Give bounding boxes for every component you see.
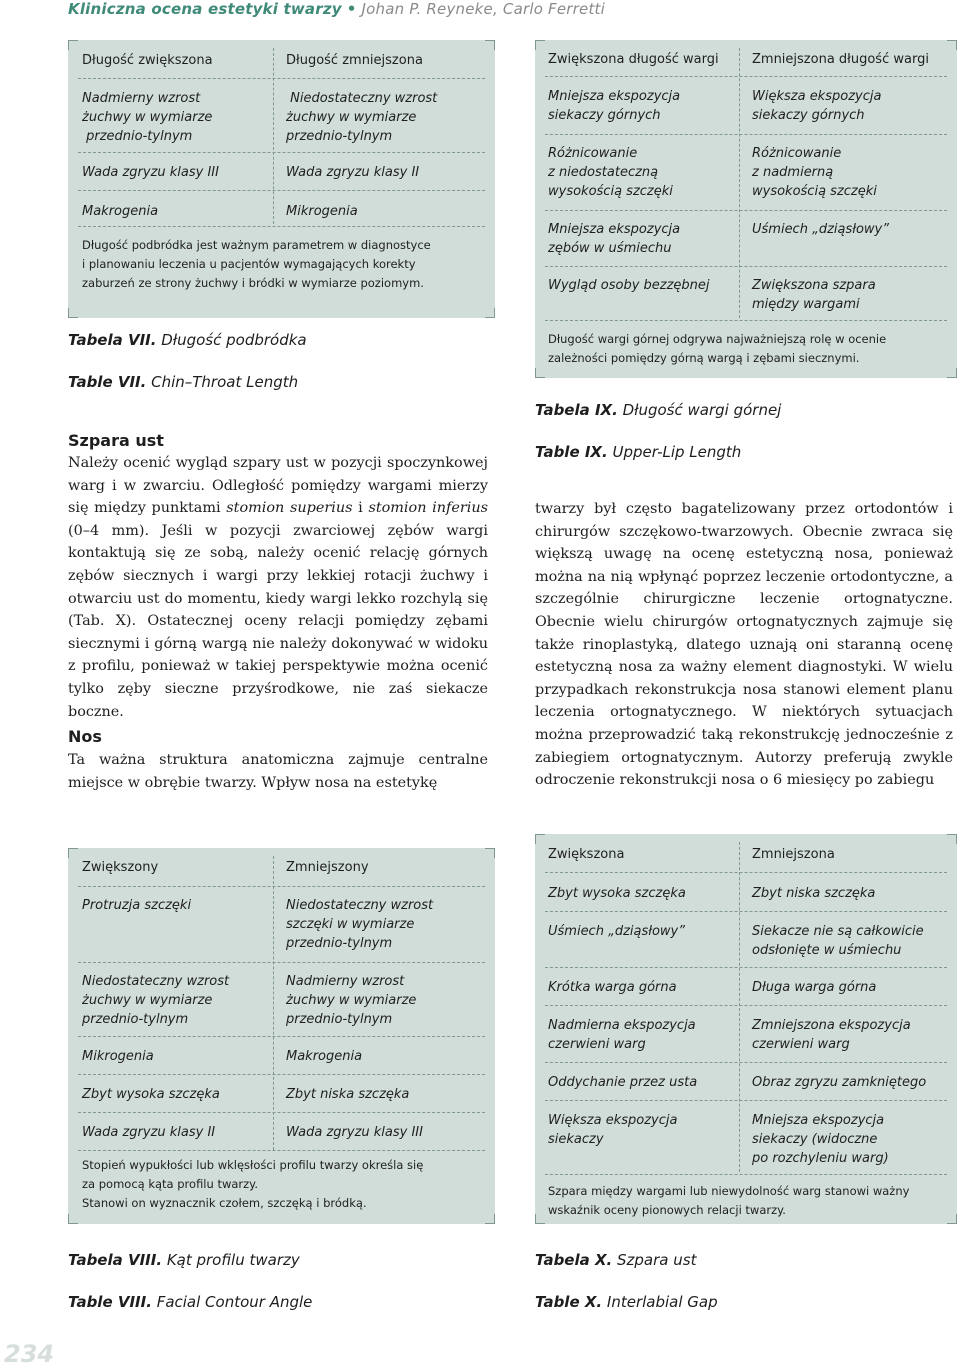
- table-cell: Zmniejszona ekspozycja czerwieni warg: [752, 1018, 911, 1052]
- table-cell: Różnicowanie z nadmierną wysokością szczęki: [752, 146, 877, 199]
- page-number: 234: [4, 1340, 55, 1368]
- table-cell: Niedostateczny wzrost szczęki w wymiarze przednio-tylnym: [286, 898, 434, 951]
- lips-paragraph: Należy ocenić wygląd szpary ust w pozycji spoczynkowej warg i w zwarciu. Odległość pomiędzy wargami mierzy się między punktami stomion superius i stomion inferius (0–4 mm). Jeśli w pozycji zwarciowej zębów wargi kontaktują się ze sobą, należy ocenić relację górnych zębów siecznych i wargi przy lekkiej rotacji żuchwy i otwarciu ust do momentu, kiedy wargi lekko rozchylą się (Tab. X). Ostatecznej oceny relacji pomiędzy zębami siecznymi i górną wargą nie należy dokonywać w widoku z profilu, ponieważ w takiej perspektywie można ocenić tylko zęby sieczne przyśrodkowe, nie zaś siekacze boczne.: [68, 455, 488, 720]
- table-cell: Mikrogenia: [82, 1049, 154, 1064]
- table-cell: Różnicowanie z niedostateczną wysokością szczęki: [548, 146, 673, 199]
- section-heading-lips: Szpara ust: [68, 431, 164, 450]
- table-cell: Uśmiech „dziąsłowy”: [548, 924, 685, 939]
- table-cell: Wada zgryzu klasy II: [286, 165, 420, 180]
- table-header: Zwiększony: [82, 860, 159, 875]
- section-heading-nose: Nos: [68, 727, 102, 746]
- table-cell: Mikrogenia: [286, 204, 358, 219]
- table-cell: Krótka warga górna: [548, 980, 677, 995]
- running-head-title: Kliniczna ocena estetyki twarzy: [68, 0, 342, 18]
- table-cell: Większa ekspozycja siekaczy górnych: [752, 89, 882, 123]
- table-note: Długość podbródka jest ważnym parametrem w diagnostyce i planowaniu leczenia u pacjentów wymagających korekty zaburzeń ze strony żuchwy i bródki w wymiarze poziomym.: [82, 238, 431, 290]
- table-cell: Wada zgryzu klasy II: [82, 1125, 216, 1140]
- running-head-authors: Johan P. Reyneke, Carlo Ferretti: [361, 0, 605, 18]
- nose-paragraph: Ta ważna struktura anatomiczna zajmuje centralne miejsce w obrębie twarzy. Wpływ nosa na estetykę: [68, 752, 488, 791]
- table-header: Zmniejszona długość wargi: [752, 52, 929, 67]
- table-vii: [68, 40, 495, 318]
- table-cell: Długa warga górna: [752, 980, 877, 995]
- table-cell: Makrogenia: [286, 1049, 363, 1064]
- table-cell: Niedostateczny wzrost żuchwy w wymiarze przednio-tylnym: [82, 974, 230, 1027]
- table-ix: [535, 40, 957, 378]
- table-cell: Protruzja szczęki: [82, 898, 192, 913]
- table-header: Długość zwiększona: [82, 53, 213, 68]
- table-viii: [68, 848, 495, 1224]
- table-header: Zwiększona: [548, 847, 625, 862]
- table-cell: Siekacze nie są całkowicie odsłonięte w uśmiechu: [752, 924, 924, 958]
- table-x-caption-pl: Tabela X. Szpara ust: [535, 1251, 697, 1269]
- table-note: Szpara między wargami lub niewydolność warg stanowi ważny wskaźnik oceny pionowych relacji twarzy.: [548, 1184, 910, 1217]
- table-header: Zwiększona długość wargi: [548, 52, 719, 67]
- running-head: [68, 0, 605, 22]
- running-head-separator: •: [346, 0, 357, 18]
- table-cell: Zwiększona szpara między wargami: [752, 278, 876, 312]
- table-cell: Wygląd osoby bezzębnej: [548, 278, 710, 293]
- table-cell: Obraz zgryzu zamkniętego: [752, 1075, 927, 1090]
- table-viii-caption-pl: Tabela VIII. Kąt profilu twarzy: [68, 1251, 300, 1269]
- table-header: Zmniejszony: [286, 860, 369, 875]
- table-x: [535, 834, 957, 1224]
- table-ix-caption-pl: Tabela IX. Długość wargi górnej: [535, 401, 782, 419]
- table-cell: Uśmiech „dziąsłowy”: [752, 222, 889, 237]
- table-cell: Nadmierna ekspozycja czerwieni warg: [548, 1018, 696, 1052]
- right-column-paragraph: twarzy był często bagatelizowany przez ortodontów i chirurgów szczękowo-twarzowych. Obecnie zwraca się większą uwagę na ocenę estetyczną nosa, ponieważ można na nią wpłynąć poprzez leczenie ortodontyczne, a szczególnie chirurgiczne leczenie ortognatyczne. Obecnie wielu chirurgów ortognatycznych zajmuje się także rinoplastyką, dlatego uznają oni staranną ocenę estetyczną nosa za ważny element diagnostyki. W wielu przypadkach rekonstrukcja nosa stanowi element planu leczenia ortognatycznego. W niektórych sytuacjach można przeprowadzić taką rekonstrukcję jednocześnie z zabiegiem ortognatycznym. Autorzy preferują zwykle odroczenie rekonstrukcji nosa o 6 miesięcy po zabiegu: [535, 501, 953, 789]
- table-ix-caption-en: Table IX. Upper-Lip Length: [535, 443, 742, 461]
- table-cell: Nadmierny wzrost żuchwy w wymiarze przednio-tylnym: [286, 974, 417, 1027]
- table-cell: Oddychanie przez usta: [548, 1075, 698, 1090]
- table-cell: Makrogenia: [82, 204, 159, 219]
- table-cell: Niedostateczny wzrost żuchwy w wymiarze przednio-tylnym: [286, 91, 438, 144]
- table-cell: Mniejsza ekspozycja zębów w uśmiechu: [548, 222, 681, 256]
- table-cell: Zbyt niska szczęka: [286, 1087, 410, 1102]
- table-note: Stopień wypukłości lub wklęsłości profilu twarzy określa się za pomocą kąta profilu twarzy. Stanowi on wyznacznik czołem, szczęką i bródką.: [82, 1158, 424, 1210]
- table-header: Długość zmniejszona: [286, 53, 423, 68]
- table-cell: Zbyt wysoka szczęka: [548, 886, 686, 901]
- table-vii-caption-en: Table VII. Chin–Throat Length: [68, 373, 299, 391]
- table-header: Zmniejszona: [752, 847, 835, 862]
- table-note: Długość wargi górnej odgrywa najważniejszą rolę w ocenie zależności pomiędzy górną wargą i zębami siecznymi.: [548, 332, 887, 365]
- table-cell: Zbyt niska szczęka: [752, 886, 876, 901]
- table-vii-caption-pl: Tabela VII. Długość podbródka: [68, 331, 307, 349]
- table-cell: Nadmierny wzrost żuchwy w wymiarze przednio-tylnym: [82, 91, 213, 144]
- table-cell: Wada zgryzu klasy III: [82, 165, 219, 180]
- table-cell: Większa ekspozycja siekaczy: [548, 1113, 678, 1147]
- table-cell: Wada zgryzu klasy III: [286, 1125, 423, 1140]
- table-cell: Mniejsza ekspozycja siekaczy (widoczne po rozchyleniu warg): [752, 1113, 889, 1166]
- table-x-caption-en: Table X. Interlabial Gap: [535, 1293, 718, 1311]
- table-cell: Mniejsza ekspozycja siekaczy górnych: [548, 89, 681, 123]
- table-viii-caption-en: Table VIII. Facial Contour Angle: [68, 1293, 313, 1311]
- table-cell: Zbyt wysoka szczęka: [82, 1087, 220, 1102]
